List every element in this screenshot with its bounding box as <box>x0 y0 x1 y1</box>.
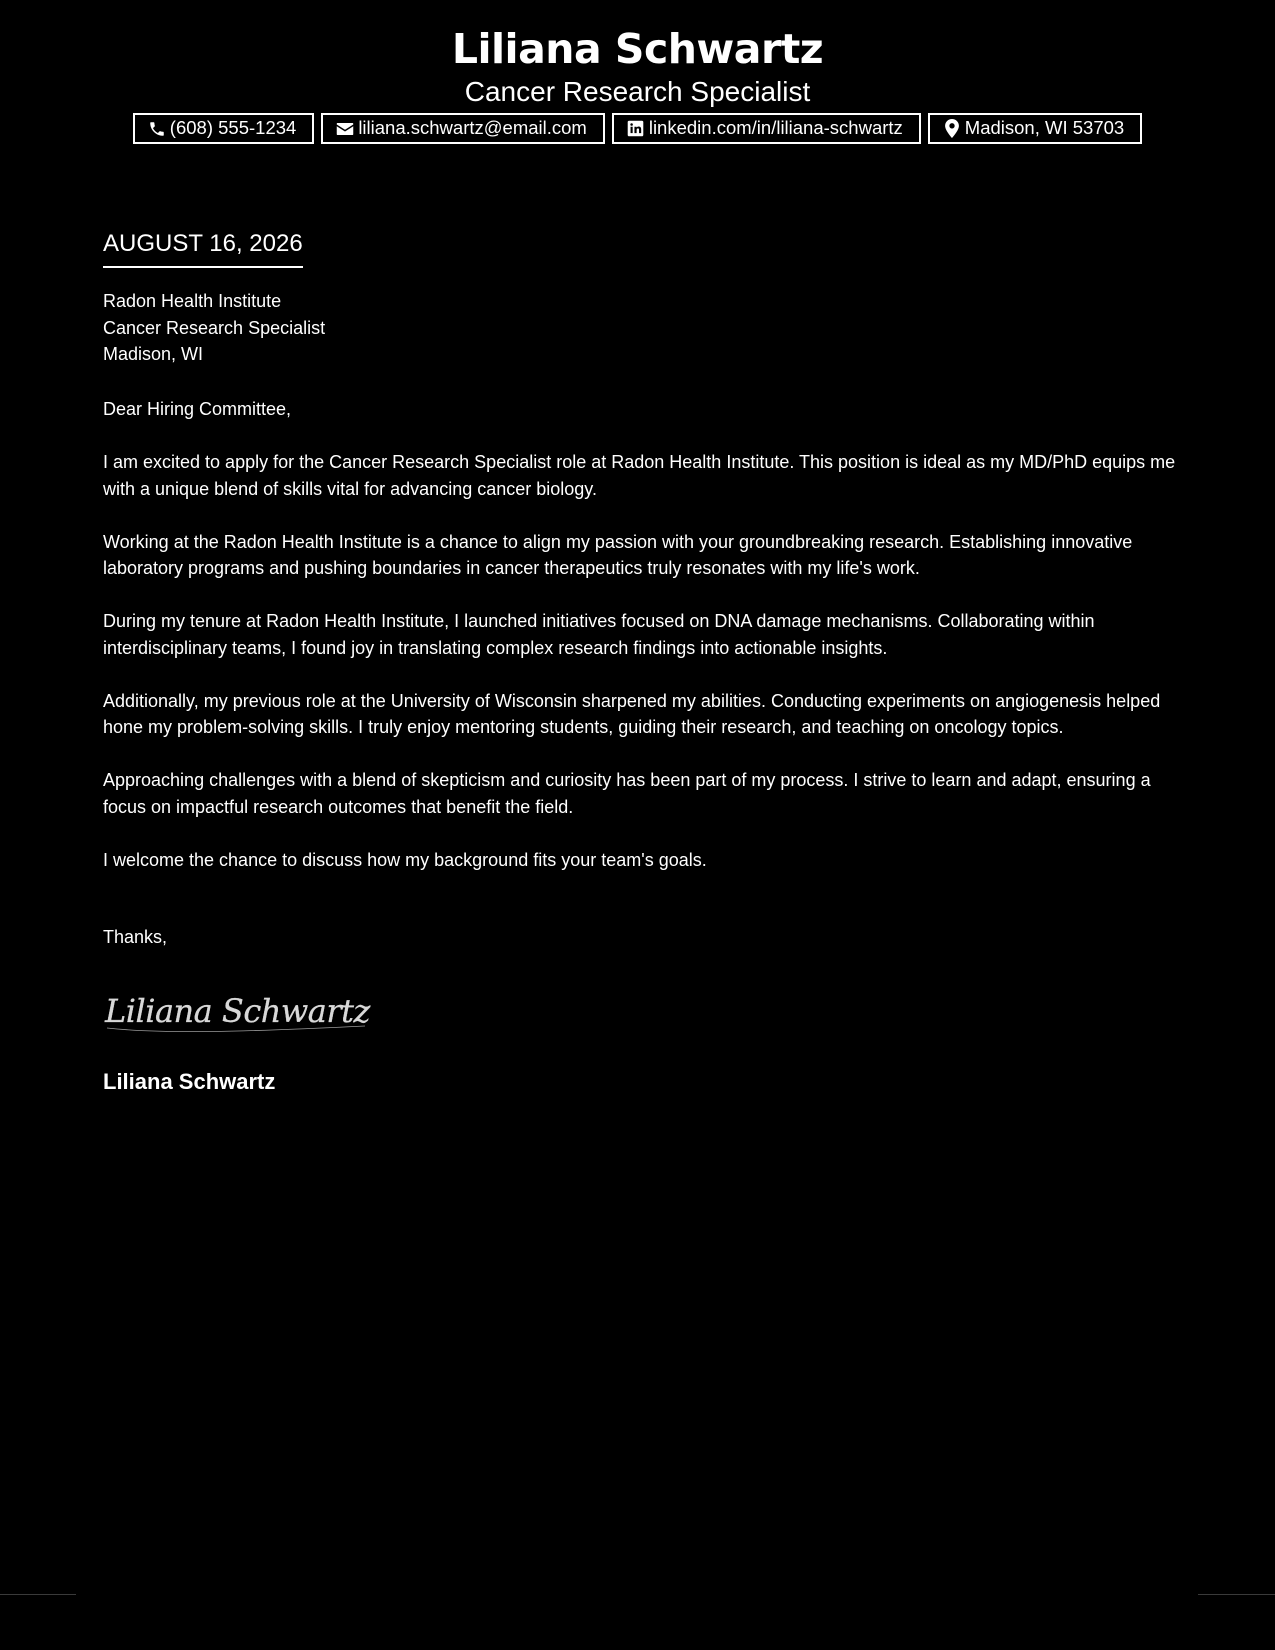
linkedin-icon <box>626 119 646 139</box>
letter-date: AUGUST 16, 2026 <box>103 229 303 268</box>
contact-linkedin[interactable] <box>612 113 921 144</box>
applicant-name: Liliana Schwartz <box>451 25 824 73</box>
paragraph: Approaching challenges with a blend of skepticism and curiosity has been part of my process. I strive to learn and adapt, ensuring a focus on impactful research outcomes that benefit the field. <box>103 770 1151 817</box>
applicant-title: Cancer Research Specialist <box>464 76 811 107</box>
recipient-location: Madison, WI <box>103 344 204 364</box>
contact-location[interactable] <box>928 113 1142 144</box>
recipient-block <box>103 288 325 368</box>
contact-bar <box>0 113 1275 144</box>
letter-header <box>0 22 1275 108</box>
closing: Thanks, <box>103 927 168 947</box>
handwritten-signature <box>103 982 373 1047</box>
contact-email-text: liliana.schwartz@email.com <box>358 117 587 139</box>
salutation: Dear Hiring Committee, <box>103 399 292 419</box>
footer-rule-left <box>0 1594 76 1595</box>
signer-name: Liliana Schwartz <box>103 1069 276 1094</box>
contact-phone[interactable] <box>133 113 315 144</box>
paragraph: I am excited to apply for the Cancer Research Specialist role at Radon Health Institute. This position is ideal as my MD/PhD equips me with a unique blend of skills vital for advancing cancer biology. <box>103 452 1176 499</box>
paragraph: I welcome the chance to discuss how my background fits your team's goals. <box>103 849 707 870</box>
contact-email[interactable] <box>321 113 605 144</box>
envelope-icon <box>335 119 355 139</box>
recipient-position: Cancer Research Specialist <box>103 317 326 338</box>
letter-paragraphs <box>103 449 1183 900</box>
contact-phone-text: (608) 555-1234 <box>169 117 297 139</box>
contact-location-text: Madison, WI 53703 <box>964 117 1125 139</box>
map-marker-icon <box>942 119 962 139</box>
paragraph: During my tenure at Radon Health Institute, I launched initiatives focused on DNA damage mechanisms. Collaborating within interdisciplinary teams, I found joy in translating complex research findings into actionable insights. <box>103 611 1095 658</box>
recipient-organization: Radon Health Institute <box>103 291 282 311</box>
signature-glyphs: Liliana Schwartz <box>105 992 370 1030</box>
footer-rule-right <box>1198 1594 1275 1595</box>
phone-icon <box>147 119 167 139</box>
paragraph: Working at the Radon Health Institute is a chance to align my passion with your groundbreaking research. Establishing innovative laboratory programs and pushing boundaries in cancer therapeutics truly resonates with my life's work. <box>103 531 1133 578</box>
paragraph: Additionally, my previous role at the University of Wisconsin sharpened my abilities. Conducting experiments on angiogenesis helped hone my problem-solving skills. I truly enjoy mentoring students, guiding their research, and teaching on oncology topics. <box>103 690 1161 737</box>
contact-linkedin-text: linkedin.com/in/liliana-schwartz <box>648 117 903 139</box>
